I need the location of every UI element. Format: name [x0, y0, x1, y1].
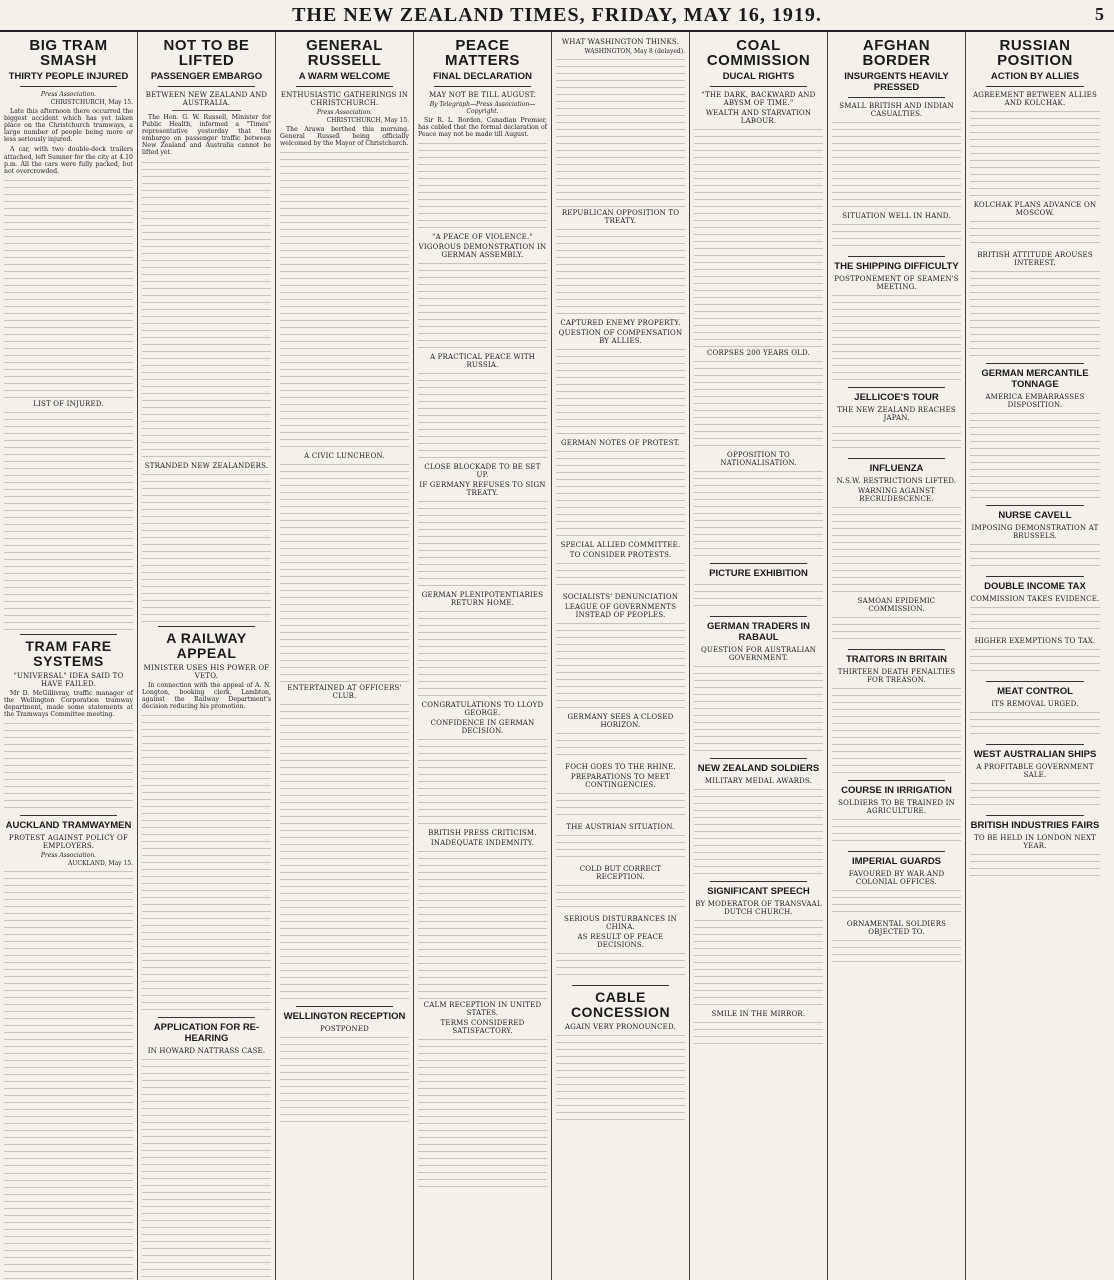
- article-text-block: [556, 227, 685, 317]
- deck: INADEQUATE INDEMNITY.: [430, 839, 535, 848]
- divider: [710, 86, 807, 87]
- headline-west-australian-ships: WEST AUSTRALIAN SHIPS: [973, 749, 1097, 760]
- article-text-block: [556, 621, 685, 711]
- headline-jellicoe-tour: JELLICOE'S TOUR: [854, 392, 939, 403]
- subhead: SOCIALISTS' DENUNCIATION: [562, 593, 679, 601]
- deck: N.S.W. RESTRICTIONS LIFTED.: [836, 477, 957, 485]
- subhead: ORNAMENTAL SOLDIERS OBJECTED TO.: [846, 920, 947, 936]
- article-text-block: [970, 109, 1100, 199]
- deck: BY MODERATOR OF TRANSVAAL DUTCH CHURCH.: [695, 900, 822, 916]
- deck: POSTPONED: [319, 1025, 369, 1034]
- article-paragraph: Mr D. McGillivray, traffic manager of the Wellington Corporation tramway department, made some statements at the Tramways Committee meeting.: [4, 689, 133, 719]
- article-text-block: [418, 261, 547, 351]
- divider: [848, 780, 945, 781]
- article-text-block: [418, 609, 547, 699]
- dateline: AUCKLAND, May 15.: [67, 860, 133, 868]
- divider: [20, 634, 117, 635]
- subhead: WHAT WASHINGTON THINKS.: [561, 38, 680, 46]
- newspaper-title: THE NEW ZEALAND TIMES, FRIDAY, MAY 16, 1919.: [292, 3, 822, 26]
- deck: TERMS CONSIDERED SATISFACTORY.: [440, 1019, 525, 1036]
- article-paragraph: The Arawa berthed this morning. General Russell being officially welcomed by the Mayor of Christchurch.: [280, 126, 409, 148]
- subhead: SITUATION WELL IN HAND.: [842, 212, 951, 220]
- subhead: CALM RECEPTION IN UNITED STATES.: [423, 1001, 542, 1018]
- deck: "UNIVERSAL" IDEA SAID TO HAVE FAILED.: [13, 671, 124, 688]
- article-text-block: [142, 1057, 271, 1280]
- divider: [986, 815, 1084, 816]
- article-text-block: [556, 791, 685, 821]
- article-text-block: [280, 462, 409, 682]
- subhead-passenger-embargo: PASSENGER EMBARGO: [150, 71, 263, 82]
- headline-not-to-be-lifted: NOT TO BE LIFTED: [163, 37, 250, 69]
- column-2: [138, 32, 276, 1280]
- article-text-block: [832, 615, 961, 645]
- deck: "THE DARK, BACKWARD AND ABYSM OF TIME.": [701, 91, 816, 107]
- deck: ENTHUSIASTIC GATHERINGS IN CHRISTCHURCH.: [280, 91, 409, 107]
- headline-wellington-reception: WELLINGTON RECEPTION: [283, 1011, 406, 1023]
- headline-auckland-tramwaymen: AUCKLAND TRAMWAYMEN: [5, 820, 132, 832]
- subhead: CAPTURED ENEMY PROPERTY.: [560, 319, 681, 327]
- article-text-block: [4, 721, 133, 811]
- article-text-block: [970, 219, 1100, 249]
- article-paragraph: Sir R. L. Borden, Canadian Premier, has cabled that the formal declaration of Peace may not be made till August.: [418, 117, 547, 139]
- article-text-block: [694, 127, 823, 347]
- column-4: [414, 32, 552, 1280]
- divider: [710, 616, 807, 617]
- column-1: [0, 32, 138, 1280]
- subhead: FOCH GOES TO THE RHINE.: [565, 763, 676, 771]
- deck: FAVOURED BY WAR AND COLONIAL OFFICES.: [848, 870, 945, 886]
- divider: [986, 363, 1084, 364]
- article-text-block: [418, 849, 547, 999]
- divider: [848, 97, 945, 98]
- headline-imperial-guards: IMPERIAL GUARDS: [851, 856, 942, 867]
- divider: [848, 851, 945, 852]
- column-5: [552, 32, 690, 1280]
- deck: VIGOROUS DEMONSTRATION IN GERMAN ASSEMBLY.: [418, 243, 547, 260]
- article-text-block: [832, 293, 961, 383]
- headline-german-traders: GERMAN TRADERS IN RABAUL: [707, 621, 810, 643]
- divider: [158, 1017, 255, 1018]
- subhead-stranded: STRANDED NEW ZEALANDERS.: [144, 461, 269, 470]
- article-text-block: [418, 141, 547, 231]
- deck: PROTEST AGAINST POLICY OF EMPLOYERS.: [8, 834, 129, 851]
- headline-russian-position: RUSSIAN POSITION: [997, 37, 1073, 69]
- deck: THIRTEEN DEATH PENALTIES FOR TREASON.: [837, 668, 956, 684]
- divider: [986, 681, 1084, 682]
- headline-influenza: INFLUENZA: [869, 463, 924, 474]
- article-text-block: [280, 150, 409, 450]
- article-text-block: [694, 469, 823, 559]
- article-text-block: [556, 731, 685, 761]
- article-text-block: [556, 347, 685, 437]
- divider: [20, 815, 117, 816]
- article-text-block: [832, 424, 961, 454]
- article-text-block: [4, 410, 133, 630]
- column-6: [690, 32, 828, 1280]
- article-text-block: [280, 702, 409, 1002]
- deck: MAY NOT BE TILL AUGUST.: [429, 91, 536, 99]
- divider: [296, 86, 393, 87]
- article-text-block: [556, 951, 685, 981]
- headline-big-tram-smash: BIG TRAM SMASH: [29, 37, 108, 69]
- divider: [986, 505, 1084, 506]
- article-text-block: [970, 605, 1100, 635]
- subhead: PREPARATIONS TO MEET CONTINGENCIES.: [570, 773, 671, 789]
- deck: IF GERMANY REFUSES TO SIGN TREATY.: [419, 481, 546, 498]
- headline-tram-fare-systems: TRAM FARE SYSTEMS: [25, 637, 112, 669]
- subhead-warm-welcome: A WARM WELCOME: [298, 71, 391, 82]
- subhead: THE AUSTRIAN SITUATION.: [566, 823, 675, 831]
- subhead: KOLCHAK PLANS ADVANCE ON MOSCOW.: [973, 201, 1097, 217]
- deck: QUESTION FOR AUSTRALIAN GOVERNMENT.: [700, 646, 817, 662]
- deck: QUESTION OF COMPENSATION BY ALLIES.: [558, 329, 683, 345]
- article-text-block: [832, 686, 961, 776]
- headline-general-russell: GENERAL RUSSELL: [306, 37, 383, 69]
- article-text-block: [418, 1037, 547, 1187]
- headline-nz-soldiers: NEW ZEALAND SOLDIERS: [697, 763, 820, 774]
- divider: [848, 458, 945, 459]
- subhead-civic-luncheon: A CIVIC LUNCHEON.: [304, 452, 385, 461]
- deck: TO CONSIDER PROTESTS.: [569, 551, 672, 559]
- subhead: SMILE IN THE MIRROR.: [711, 1010, 806, 1018]
- deck: AGREEMENT BETWEEN ALLIES AND KOLCHAK.: [973, 91, 1097, 107]
- column-3: [276, 32, 414, 1280]
- deck: IN HOWARD NATTRASS CASE.: [147, 1046, 266, 1055]
- article-text-block: [556, 883, 685, 913]
- subhead: A PRACTICAL PEACE WITH RUSSIA.: [429, 353, 536, 370]
- deck: IMPOSING DEMONSTRATION AT BRUSSELS.: [971, 524, 1099, 540]
- headline-traitors-in-britain: TRAITORS IN BRITAIN: [846, 654, 947, 665]
- subhead-ducal-rights: DUCAL RIGHTS: [722, 71, 795, 82]
- deck: ITS REMOVAL URGED.: [991, 700, 1079, 708]
- headline-significant-speech: SIGNIFICANT SPEECH: [707, 886, 810, 897]
- subhead: SERIOUS DISTURBANCES IN CHINA.: [564, 915, 677, 931]
- subhead: COLD BUT CORRECT RECEPTION.: [579, 865, 662, 881]
- article-paragraph: A car, with two double-deck trailers attached, left Sumner for the city at 4.10 p.m. All the cars were fully packed, but not overcrowded.: [4, 146, 133, 175]
- divider: [848, 649, 945, 650]
- deck: BETWEEN NEW ZEALAND AND AUSTRALIA.: [145, 91, 268, 107]
- deck: SOLDIERS TO BE TRAINED IN AGRICULTURE.: [838, 799, 955, 815]
- deck: LEAGUE OF GOVERNMENTS INSTEAD OF PEOPLES.: [564, 603, 677, 619]
- subhead-thirty-injured: THIRTY PEOPLE INJURED: [8, 71, 129, 82]
- subhead: SAMOAN EPIDEMIC COMMISSION.: [857, 597, 936, 613]
- divider: [848, 256, 945, 257]
- headline-picture-exhibition: PICTURE EXHIBITION: [709, 568, 808, 579]
- deck: AGAIN VERY PRONOUNCED.: [565, 1023, 676, 1031]
- deck: CONFIDENCE IN GERMAN DECISION.: [430, 719, 535, 736]
- deck: SMALL BRITISH AND INDIAN CASUALTIES.: [839, 102, 954, 118]
- subhead: CONGRATULATIONS TO LLOYD GEORGE.: [421, 701, 544, 718]
- divider: [572, 985, 669, 986]
- article-text-block: [970, 411, 1100, 501]
- article-paragraph: In connection with the appeal of A. N. Longton, booking clerk, Lambton, against the Railway Department's decision reducing his promotion.: [142, 681, 271, 710]
- subhead: GERMAN NOTES OF PROTEST.: [561, 439, 680, 447]
- headline-cable-concession: CABLE CONCESSION: [570, 989, 671, 1020]
- dateline: WASHINGTON, May 8 (delayed).: [584, 48, 685, 55]
- subhead: OPPOSITION TO NATIONALISATION.: [720, 451, 797, 467]
- divider: [986, 576, 1084, 577]
- article-text-block: [418, 371, 547, 461]
- article-text-block: [280, 1035, 409, 1125]
- subhead: GERMANY SEES A CLOSED HORIZON.: [567, 713, 674, 729]
- headline-shipping-difficulty: THE SHIPPING DIFFICULTY: [834, 261, 959, 272]
- subhead: SPECIAL ALLIED COMMITTEE.: [560, 541, 681, 549]
- article-text-block: [4, 1171, 133, 1280]
- deck: POSTPONEMENT OF SEAMEN'S MEETING.: [834, 275, 959, 291]
- deck: TO BE HELD IN LONDON NEXT YEAR.: [973, 834, 1097, 850]
- page-number: 5: [1095, 4, 1104, 24]
- dateline: CHRISTCHURCH, May 15.: [326, 117, 409, 124]
- article-text-block: [970, 542, 1100, 572]
- article-text-block: [556, 561, 685, 591]
- article-text-block: [142, 713, 271, 1013]
- divider: [710, 758, 807, 759]
- subhead: "A PEACE OF VIOLENCE.": [432, 233, 533, 242]
- article-text-block: [142, 160, 271, 460]
- article-text-block: [694, 359, 823, 449]
- article-text-block: [832, 505, 961, 595]
- headline-railway-appeal: A RAILWAY APPEAL: [166, 629, 247, 661]
- divider: [710, 881, 807, 882]
- deck: THE NEW ZEALAND REACHES JAPAN.: [837, 406, 956, 422]
- deck: A PROFITABLE GOVERNMENT SALE.: [976, 763, 1094, 779]
- article-text-block: [556, 1033, 685, 1123]
- divider: [986, 86, 1084, 87]
- article-text-block: [970, 269, 1100, 359]
- article-text-block: [556, 57, 685, 207]
- headline-coal-commission: COAL COMMISSION: [706, 37, 811, 69]
- subhead: CLOSE BLOCKADE TO BE SET UP.: [424, 463, 541, 480]
- credit-line: Press Association.: [40, 91, 97, 98]
- masthead: [0, 0, 1114, 32]
- headline-nurse-cavell: NURSE CAVELL: [998, 510, 1072, 521]
- divider: [158, 86, 255, 87]
- divider: [20, 86, 117, 87]
- article-text-block: [832, 222, 961, 252]
- headline-british-industries-fairs: BRITISH INDUSTRIES FAIRS: [970, 820, 1100, 831]
- deck: COMMISSION TAKES EVIDENCE.: [970, 595, 1100, 603]
- subhead-insurgents: INSURGENTS HEAVILY PRESSED: [844, 71, 949, 93]
- article-text-block: [970, 781, 1100, 811]
- subhead-final-declaration: FINAL DECLARATION: [433, 71, 532, 82]
- credit-line: Press Association.: [40, 852, 97, 860]
- subhead: BRITISH PRESS CRITICISM.: [428, 829, 537, 838]
- article-text-block: [970, 647, 1100, 677]
- credit-line: By Telegraph—Press Association—Copyright.: [429, 101, 536, 115]
- subhead: HIGHER EXEMPTIONS TO TAX.: [974, 637, 1096, 645]
- column-7: [828, 32, 966, 1280]
- headline-double-income-tax: DOUBLE INCOME TAX: [984, 581, 1086, 592]
- article-text-block: [418, 737, 547, 827]
- article-text-block: [832, 120, 961, 210]
- subhead: CORPSES 200 YEARS OLD.: [706, 349, 811, 357]
- article-text-block: [970, 710, 1100, 740]
- article-text-block: [694, 918, 823, 1008]
- headline-afghan-border: AFGHAN BORDER: [862, 37, 931, 69]
- article-text-block: [832, 817, 961, 847]
- divider: [158, 626, 255, 627]
- article-text-block: [832, 938, 961, 968]
- dateline: CHRISTCHURCH, May 15.: [50, 99, 133, 106]
- article-text-block: [694, 787, 823, 877]
- list-heading-injured: LIST OF INJURED.: [33, 399, 104, 408]
- deck: AS RESULT OF PEACE DECISIONS.: [577, 933, 664, 949]
- article-text-block: [970, 852, 1100, 882]
- article-text-block: [694, 664, 823, 754]
- subhead-action-by-allies: ACTION BY ALLIES: [990, 71, 1080, 82]
- article-text-block: [142, 472, 271, 622]
- deck: WEALTH AND STARVATION LABOUR.: [705, 109, 812, 125]
- divider: [434, 86, 531, 87]
- article-text-block: [832, 888, 961, 918]
- article-text-block: [694, 582, 823, 612]
- deck: WARNING AGAINST RECRUDESCENCE.: [857, 487, 936, 503]
- divider: [710, 563, 807, 564]
- divider: [848, 387, 945, 388]
- headline-meat-control: MEAT CONTROL: [997, 686, 1073, 697]
- headline-re-hearing: APPLICATION FOR RE-HEARING: [153, 1021, 260, 1044]
- subhead: REPUBLICAN OPPOSITION TO TREATY.: [561, 209, 680, 225]
- subhead: GERMAN PLENIPOTENTIARIES RETURN HOME.: [421, 591, 544, 608]
- subhead: BRITISH ATTITUDE AROUSES INTEREST.: [977, 251, 1093, 267]
- deck: MINISTER USES HIS POWER OF VETO.: [143, 663, 270, 680]
- divider: [172, 110, 241, 111]
- article-text-block: [556, 833, 685, 863]
- article-text-block: [556, 449, 685, 539]
- article-paragraph: Late this afternoon there occurred the biggest accident which has yet taken place on the Christchurch tramways, a large number of people being more or less seriously injured.: [4, 108, 133, 144]
- divider: [296, 1006, 393, 1007]
- deck: AMERICA EMBARRASSES DISPOSITION.: [985, 393, 1085, 409]
- headline-peace-matters: PEACE MATTERS: [445, 37, 520, 69]
- deck: MILITARY MEDAL AWARDS.: [704, 777, 813, 785]
- column-8: [966, 32, 1104, 1280]
- divider: [986, 744, 1084, 745]
- headline-german-tonnage: GERMAN MERCANTILE TONNAGE: [981, 368, 1089, 390]
- article-text-block: [694, 1020, 823, 1050]
- article-text-block: [4, 869, 133, 1169]
- columns: [0, 32, 1114, 1280]
- article-text-block: [418, 499, 547, 589]
- credit-line: Press Association.: [316, 109, 373, 116]
- article-text-block: [4, 178, 133, 398]
- subhead-officers-club: ENTERTAINED AT OFFICERS' CLUB.: [287, 684, 402, 701]
- article-paragraph: The Hon. G. W. Russell, Minister for Public Health, informed a "Times" representative yesterday that the embargo on passenger traffic between New Zealand and Australia cannot be lifted yet.: [142, 114, 271, 157]
- headline-course-in-irrigation: COURSE IN IRRIGATION: [841, 785, 952, 796]
